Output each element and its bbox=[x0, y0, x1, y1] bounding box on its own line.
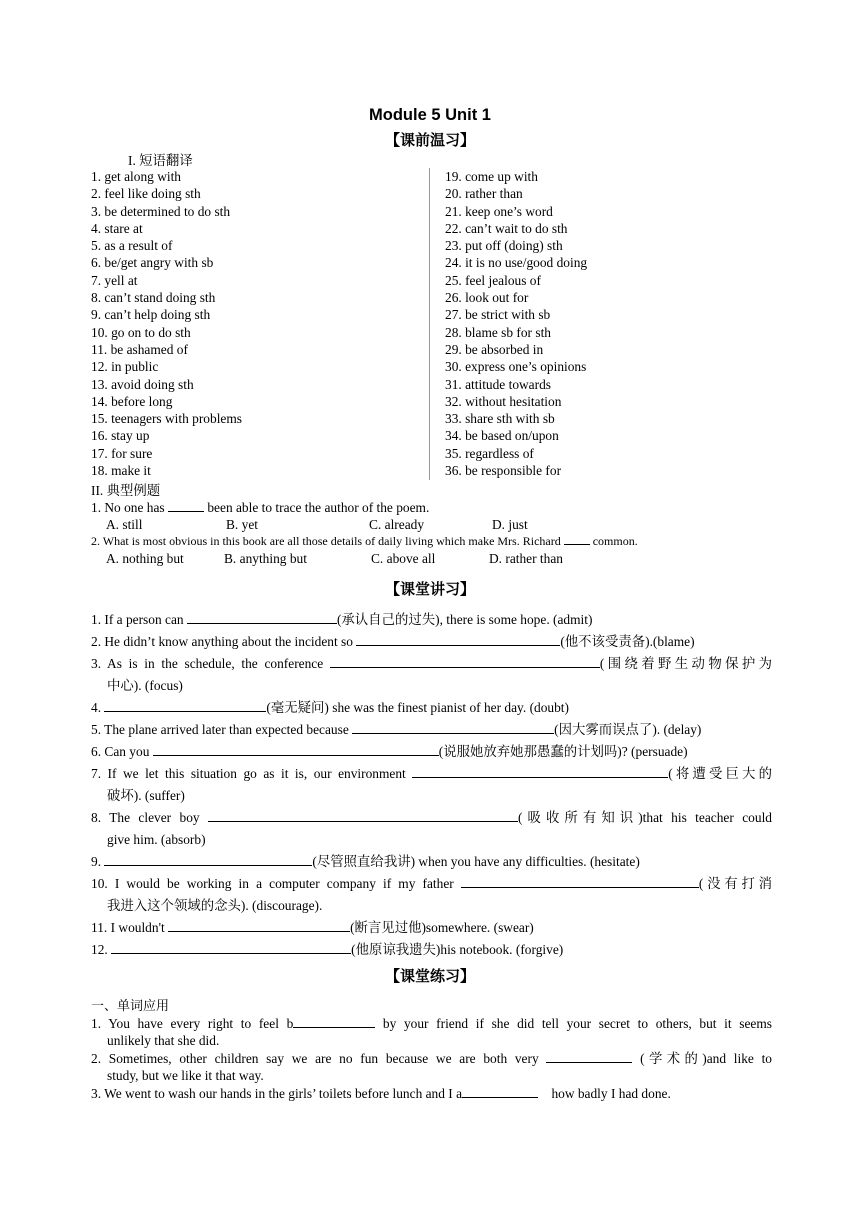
phrase-item: 31. attitude towards bbox=[445, 376, 551, 392]
phrase-item: 19. come up with bbox=[445, 169, 538, 184]
option: B. yet bbox=[226, 517, 258, 532]
phrase-item: 7. yell at bbox=[91, 272, 138, 288]
phrase-item: 5. as a result of bbox=[91, 238, 173, 254]
answer-blank[interactable] bbox=[111, 940, 351, 954]
phrase-item: 32. without hesitation bbox=[445, 393, 562, 409]
phrase-item: 27. be strict with sb bbox=[445, 307, 551, 323]
answer-blank[interactable] bbox=[462, 1084, 538, 1098]
section-heading-preview: 【课前温习】 bbox=[384, 132, 475, 149]
section-heading-lecture: 【课堂讲习】 bbox=[384, 581, 475, 598]
answer-blank[interactable] bbox=[564, 533, 590, 545]
phrase-item: 24. it is no use/good doing bbox=[445, 255, 588, 271]
option: A. still bbox=[106, 517, 143, 532]
option: A. nothing but bbox=[106, 551, 184, 566]
phrase-item: 20. rather than bbox=[445, 186, 523, 202]
lecture-list bbox=[91, 609, 772, 961]
phrase-item: 13. avoid doing sth bbox=[91, 376, 194, 392]
phrase-item: 25. feel jealous of bbox=[445, 272, 541, 288]
page-title: Module 5 Unit 1 bbox=[369, 106, 491, 124]
phrase-item: 10. go on to do sth bbox=[91, 324, 191, 340]
phrase-item: 22. can’t wait to do sth bbox=[445, 220, 568, 236]
phrase-item: 28. blame sb for sth bbox=[445, 324, 551, 340]
phrase-item: 3. be determined to do sth bbox=[91, 203, 231, 219]
lecture-item: 12. (他原谅我遗失)his notebook. (forgive) bbox=[91, 942, 564, 957]
answer-blank[interactable] bbox=[208, 808, 518, 822]
answer-blank[interactable] bbox=[187, 610, 337, 624]
lecture-item: 5. The plane arrived later than expected because (因大雾而误点了). (delay) bbox=[91, 722, 702, 737]
phrase-item: 4. stare at bbox=[91, 220, 143, 236]
lecture-item: 7. If we let this situation go as it is, our environment (将遭受巨大的 破坏). (suffer) bbox=[91, 766, 772, 803]
lecture-item: 9. (尽管照直给我讲) when you have any difficulties. (hesitate) bbox=[91, 854, 640, 869]
phrase-item: 30. express one’s opinions bbox=[445, 359, 587, 375]
answer-blank[interactable] bbox=[356, 632, 560, 646]
example-question-2 bbox=[91, 533, 772, 567]
example-question-1 bbox=[91, 498, 772, 533]
phrase-item: 16. stay up bbox=[91, 428, 150, 444]
answer-blank[interactable] bbox=[461, 874, 699, 888]
option: D. rather than bbox=[489, 551, 563, 566]
practice-heading: 一、单词应用 bbox=[91, 998, 170, 1013]
practice-item: 2. Sometimes, other children say we are no fun because we are both very (学术的)and like to study, but we like it that way. bbox=[91, 1051, 773, 1083]
practice-list bbox=[91, 1014, 772, 1102]
answer-blank[interactable] bbox=[546, 1049, 632, 1063]
column-divider bbox=[429, 168, 430, 480]
lecture-item: 4. (毫无疑问) she was the finest pianist of her day. (doubt) bbox=[91, 700, 569, 715]
lecture-item: 6. Can you (说服她放弃她那愚蠢的计划吗)? (persuade) bbox=[91, 744, 688, 759]
part1-heading: I. 短语翻译 bbox=[128, 153, 193, 168]
lecture-item: 2. He didn’t know anything about the incident so (他不该受责备).(blame) bbox=[91, 634, 695, 649]
phrase-item: 36. be responsible for bbox=[445, 463, 562, 479]
answer-blank[interactable] bbox=[104, 852, 312, 866]
question-text: common. bbox=[592, 534, 638, 548]
option: B. anything but bbox=[224, 551, 307, 566]
answer-blank[interactable] bbox=[293, 1014, 375, 1028]
phrase-item: 1. get along with bbox=[91, 169, 182, 184]
answer-blank[interactable] bbox=[168, 498, 204, 512]
phrase-item: 33. share sth with sb bbox=[445, 411, 555, 427]
answer-blank[interactable] bbox=[153, 742, 439, 756]
phrase-item: 18. make it bbox=[91, 463, 151, 479]
option: D. just bbox=[492, 517, 528, 532]
phrase-item: 2. feel like doing sth bbox=[91, 186, 201, 202]
answer-blank[interactable] bbox=[330, 654, 600, 668]
practice-item: 1. You have every right to feel b by your friend if she did tell your secret to others, but it seems unlikely that she did. bbox=[91, 1016, 772, 1048]
lecture-item: 10. I would be working in a computer company if my father (没有打消 我进入这个领域的念头). (discourage). bbox=[91, 876, 772, 913]
lecture-item: 11. I wouldn't (断言见过他)somewhere. (swear) bbox=[91, 920, 534, 935]
answer-blank[interactable] bbox=[168, 918, 350, 932]
phrase-list-right bbox=[445, 168, 587, 479]
practice-item: 3. We went to wash our hands in the girls’ toilets before lunch and I a how badly I had done. bbox=[91, 1086, 671, 1101]
lecture-item: 3. As is in the schedule, the conference (围绕着野生动物保护为 中心). (focus) bbox=[91, 656, 772, 693]
part2-heading: II. 典型例题 bbox=[91, 483, 161, 498]
option: C. already bbox=[369, 517, 425, 532]
phrase-list-left bbox=[91, 168, 242, 479]
phrase-item: 29. be absorbed in bbox=[445, 341, 544, 357]
phrase-item: 8. can’t stand doing sth bbox=[91, 290, 216, 306]
phrase-item: 14. before long bbox=[91, 393, 173, 409]
phrase-item: 6. be/get angry with sb bbox=[91, 255, 214, 271]
answer-blank[interactable] bbox=[412, 764, 668, 778]
phrase-item: 23. put off (doing) sth bbox=[445, 238, 563, 254]
phrase-item: 12. in public bbox=[91, 359, 159, 375]
phrase-item: 34. be based on/upon bbox=[445, 428, 559, 444]
phrase-item: 21. keep one’s word bbox=[445, 203, 553, 219]
answer-blank[interactable] bbox=[104, 698, 266, 712]
question-text: been able to trace the author of the poem. bbox=[207, 500, 430, 515]
question-text: 2. What is most obvious in this book are all those details of daily living which make Mrs. Richard bbox=[91, 534, 561, 548]
phrase-item: 17. for sure bbox=[91, 445, 153, 461]
phrase-item: 11. be ashamed of bbox=[91, 341, 188, 357]
phrase-item: 26. look out for bbox=[445, 290, 529, 306]
question-text: 1. No one has bbox=[91, 500, 165, 515]
phrase-item: 15. teenagers with problems bbox=[91, 411, 242, 427]
phrase-item: 35. regardless of bbox=[445, 445, 534, 461]
section-heading-practice: 【课堂练习】 bbox=[384, 968, 475, 985]
lecture-item: 1. If a person can (承认自己的过失), there is some hope. (admit) bbox=[91, 612, 593, 627]
phrase-item: 9. can’t help doing sth bbox=[91, 307, 211, 323]
lecture-item: 8. The clever boy (吸收所有知识)that his teacher could give him. (absorb) bbox=[91, 810, 772, 847]
answer-blank[interactable] bbox=[352, 720, 554, 734]
option: C. above all bbox=[371, 551, 436, 566]
